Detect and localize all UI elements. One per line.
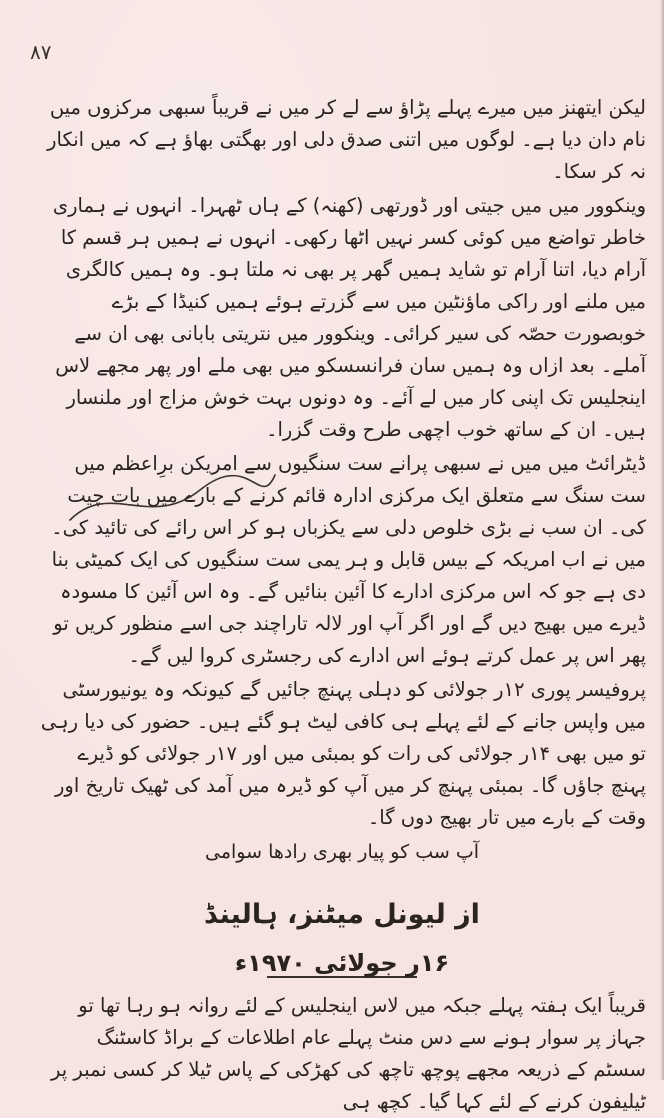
- paragraph-detroit: ڈیٹرائٹ میں میں نے سبھی پرانے ست سنگیوں سے امریکن برِاعظم میں ست سنگ سے متعلق ایک مرکزی ادارہ قائم کرنے کے بارے میں بات چیت کی۔ ان سب نے بڑی خلوص دلی سے یکزباں ہو کر اس رائے کی تائید کی۔ میں نے اب امریکہ کے بیس قابل و ہر یمی ست سنگیوں کی ایک کمیٹی بنا دی ہے جو کہ اس مرکزی ادارے کا آئین بنائیں گے۔ وہ اس آئین کا مسودہ ڈیرے میں بھیج دیں گے اور اگر آپ اور لالہ تاراچند جی اسے منظور کریں تو پھر اس پر عمل کرتے ہوئے اس ادارے کی رجسٹری کروا لیں گے۔: [51, 452, 646, 667]
- section-heading: از لیونل میٹنز، ہالینڈ: [204, 899, 480, 930]
- paragraph-professor-puri: پروفیسر پوری ۱۲ر جولائی کو دہلی پہنچ جائیں گے کیونکہ وہ یونیورسٹی میں واپس جانے کے لئے پہلے ہی کافی لیٹ ہو گئے ہیں۔ حضور کی دیا رہی تو میں بھی ۱۴ر جولائی کی رات کو بمبئی میں اور ۱۷ر جولائی کو ڈیرے پہنچ جاؤں گا۔ بمبئی پہنچ کر میں آپ کو ڈیرہ میں آمد کی ٹھیک تاریخ اور وقت کے بارے میں تار بھیج دوں گا۔: [40, 678, 646, 829]
- paragraph-los-angeles: قریباً ایک ہفتہ پہلے جبکہ میں لاس اینجلیس کے لئے روانہ ہو رہا تھا تو جہاز پر سوار ہونے سے دس منٹ پہلے عام اطلاعات کے براڈ کاسٹنگ سسٹم کے ذریعہ مجھے پوچھ تاچھ کی کھڑکی کے پاس ٹیلا کر کسی نمبر پر ٹیلیفون کرنے کے لئے کہا گیا۔ کچھ ہی: [51, 994, 646, 1113]
- letter-signoff: آپ سب کو پیار بھری رادھا سوامی: [205, 841, 479, 863]
- section-date: [38, 946, 646, 978]
- paragraph-vancouver: وینکوور میں میں جیتی اور ڈورتھی (کھنہ) کے ہاں ٹھہرا۔ انہوں نے ہماری خاطر تواضع میں کوئی کسر نہیں اٹھا رکھی۔ انہوں نے ہمیں ہر قسم کا آرام دیا، اتنا آرام تو شاید ہمیں گھر پر بھی نہ ملتا ہو۔ وہ ہمیں کالگری میں ملنے اور راکی ماؤنٹین میں سے گزرتے ہوئے ہمیں کنیڈا کے بڑے خوبصورت حصّہ کی سیر کرائی۔ وینکوور میں نتریتی بابانی بھی ان سے آملے۔ بعد ازاں وہ ہمیں سان فرانسسکو میں بھی ملے اور پھر مجھے لاس اینجلیس تک اپنی کار میں لے آئے۔ وہ دونوں بہت خوش مزاج اور ملنسار ہیں۔ ان کے ساتھ خوب اچھی طرح وقت گزرا۔: [52, 194, 646, 441]
- section-date-text: ۱۶ر جولائی ۱۹۷۰ء: [234, 949, 450, 977]
- page-number: ۸۷: [30, 40, 52, 64]
- page-edge-shadow: [660, 0, 664, 1080]
- page-body: [38, 92, 646, 1118]
- paragraph-athens: لیکن ایتھنز میں میرے پہلے پڑاؤ سے لے کر میں نے قریباً سبھی مرکزوں میں نام دان دیا ہے۔ لوگوں میں اتنی صدق دلی اور بھگتی بھاؤ ہے کہ میں انکار نہ کر سکا۔: [47, 96, 646, 183]
